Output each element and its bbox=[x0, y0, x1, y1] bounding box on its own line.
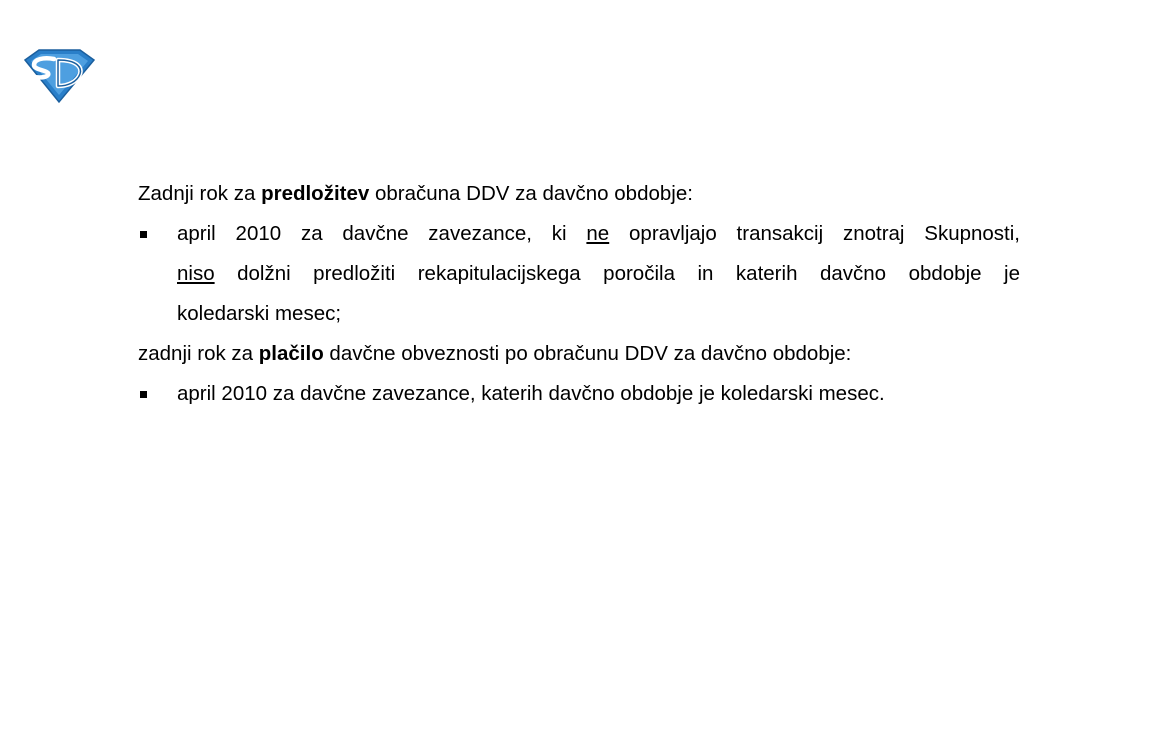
square-bullet-icon bbox=[140, 391, 147, 398]
bullet2-text: april 2010 za davčne zavezance, katerih davčno obdobje je koledarski mesec. bbox=[177, 382, 885, 405]
para1-text-after: obračuna DDV za davčno obdobje: bbox=[369, 182, 693, 205]
para1-bold-term: predložitev bbox=[261, 182, 370, 205]
bullet-item-payment bbox=[138, 374, 1020, 414]
bullet1-line3: koledarski mesec; bbox=[177, 302, 342, 325]
para2-text-after: davčne obveznosti po obračunu DDV za davčno obdobje: bbox=[323, 342, 852, 365]
bullet1-line1: april 2010 za davčne zavezance, ki ne opravljajo transakcij znotraj Skupnosti, bbox=[177, 222, 1020, 245]
para2-text-before: zadnji rok za bbox=[138, 342, 259, 365]
sd-shield-logo-icon bbox=[22, 46, 96, 104]
underlined-niso: niso bbox=[177, 262, 215, 285]
para1-text-before: Zadnji rok za bbox=[138, 182, 262, 205]
bullet-item-submission bbox=[138, 214, 1020, 334]
document-body bbox=[138, 174, 1020, 414]
company-logo bbox=[22, 46, 96, 104]
square-bullet-icon bbox=[140, 231, 147, 238]
paragraph-submission-deadline bbox=[138, 174, 1020, 214]
para2-bold-term: plačilo bbox=[258, 342, 324, 365]
underlined-ne: ne bbox=[586, 222, 610, 245]
bullet1-line2: niso dolžni predložiti rekapitulacijskega poročila in katerih davčno obdobje je bbox=[177, 262, 1020, 285]
paragraph-payment-deadline bbox=[138, 334, 1020, 374]
